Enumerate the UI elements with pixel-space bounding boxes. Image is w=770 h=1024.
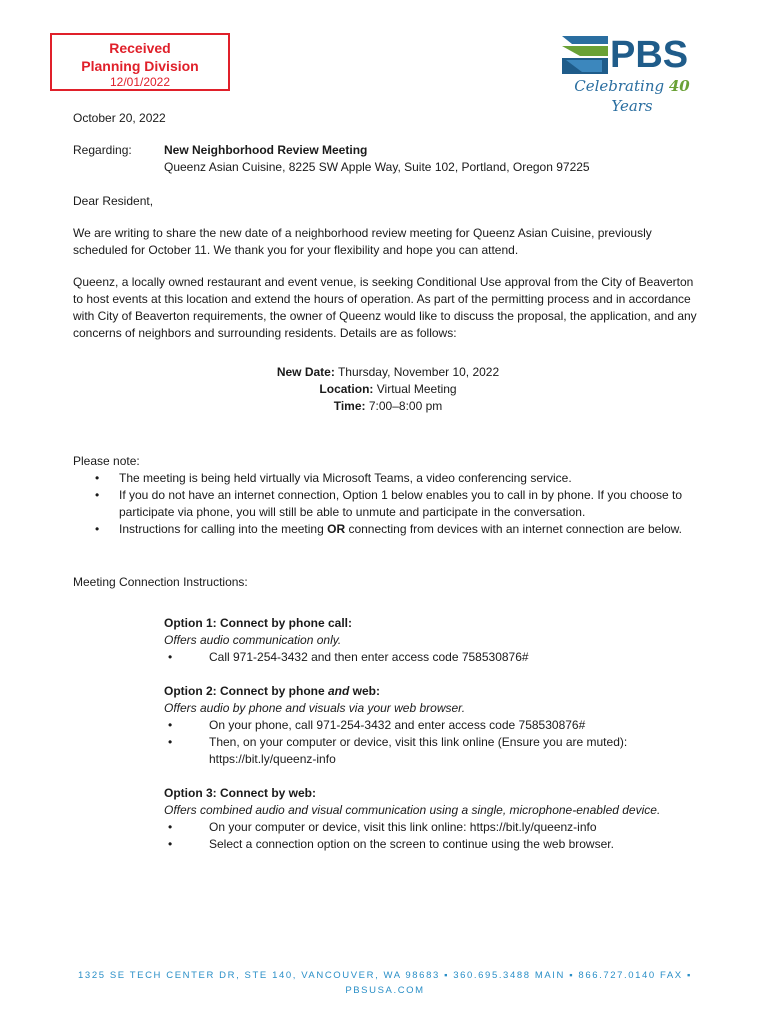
option-3-desc: Offers combined audio and visual communication using a single, microphone-enabled device. xyxy=(164,803,661,817)
option-1-title: Option 1: Connect by phone call: xyxy=(164,616,353,630)
greeting: Dear Resident, xyxy=(73,194,154,208)
option-2 xyxy=(164,683,703,768)
option-3-title: Option 3: Connect by web: xyxy=(164,786,316,800)
option-3 xyxy=(164,785,703,853)
stamp-date: 12/01/2022 xyxy=(109,75,171,89)
option-2-item: • On your phone, call 971-254-3432 and enter access code 758530876# xyxy=(164,717,703,734)
stamp-line-division: Planning Division xyxy=(81,58,199,74)
note-item: • Instructions for calling into the meeting OR connecting from devices with an internet connection are below. xyxy=(73,521,703,538)
regarding-block xyxy=(73,142,703,176)
pbs-logo xyxy=(560,34,700,115)
letter-date: October 20, 2022 xyxy=(73,111,166,125)
note-list xyxy=(73,470,703,538)
regarding-title: New Neighborhood Review Meeting xyxy=(164,143,368,157)
received-stamp xyxy=(50,33,230,91)
note-heading: Please note: xyxy=(73,454,140,468)
option-2-list xyxy=(164,717,703,768)
paragraph-proposal: Queenz, a locally owned restaurant and event venue, is seeking Conditional Use approval from the City of Beaverton to host events at this location and extend the hours of operation. As part of the permitting process and in accordance with City of Beaverton requirements, the owner of Queenz would like to discuss the proposal, the application, and any concerns of neighbors and surrounding residents. Details are as follows: xyxy=(73,275,697,340)
instructions-heading: Meeting Connection Instructions: xyxy=(73,575,248,589)
pbs-logo-text: PBS xyxy=(610,34,689,76)
option-2-desc: Offers audio by phone and visuals via your web browser. xyxy=(164,701,466,715)
detail-date: New Date: Thursday, November 10, 2022 xyxy=(276,365,500,379)
regarding-subject xyxy=(164,142,590,176)
note-item: • If you do not have an internet connection, Option 1 below enables you to call in by phone. If you choose to participate via phone, you will still be able to unmute and participate in the conversation. xyxy=(73,487,703,521)
stamp-line-received: Received xyxy=(109,40,171,56)
paragraph-intro: We are writing to share the new date of a neighborhood review meeting for Queenz Asian Cuisine, previously scheduled for October 11. We thank you for your flexibility and hope you can attend. xyxy=(73,226,652,257)
letter-body xyxy=(73,110,703,853)
detail-location: Location: Virtual Meeting xyxy=(319,382,457,396)
detail-time: Time: 7:00–8:00 pm xyxy=(333,399,443,413)
pbs-logo-mark-icon xyxy=(562,36,610,76)
option-3-item: • Select a connection option on the screen to continue using the web browser. xyxy=(164,836,703,853)
letter-footer xyxy=(0,968,770,998)
option-2-item: • Then, on your computer or device, visit this link online (Ensure you are muted): https://bit.ly/queenz-info xyxy=(164,734,703,768)
regarding-label: Regarding: xyxy=(73,143,132,157)
option-1 xyxy=(164,615,703,666)
pbs-logo-tagline: Celebrating 40 Years xyxy=(574,77,690,115)
regarding-address: Queenz Asian Cuisine, 8225 SW Apple Way, Suite 102, Portland, Oregon 97225 xyxy=(164,160,590,174)
option-3-list xyxy=(164,819,703,853)
option-1-item: • Call 971-254-3432 and then enter access code 758530876# xyxy=(164,649,703,666)
footer-address: 1325 SE TECH CENTER DR, STE 140, VANCOUVER, WA 98683 ▪ 360.695.3488 MAIN ▪ 866.727.0140 FAX ▪ xyxy=(78,970,692,981)
option-1-list xyxy=(164,649,703,666)
note-item: • The meeting is being held virtually via Microsoft Teams, a video conferencing service. xyxy=(73,470,703,487)
option-1-desc: Offers audio communication only. xyxy=(164,633,342,647)
footer-website: PBSUSA.COM xyxy=(345,985,425,996)
option-2-title: Option 2: Connect by phone and web: xyxy=(164,684,381,698)
meeting-details xyxy=(73,364,703,415)
option-3-item: • On your computer or device, visit this link online: https://bit.ly/queenz-info xyxy=(164,819,703,836)
